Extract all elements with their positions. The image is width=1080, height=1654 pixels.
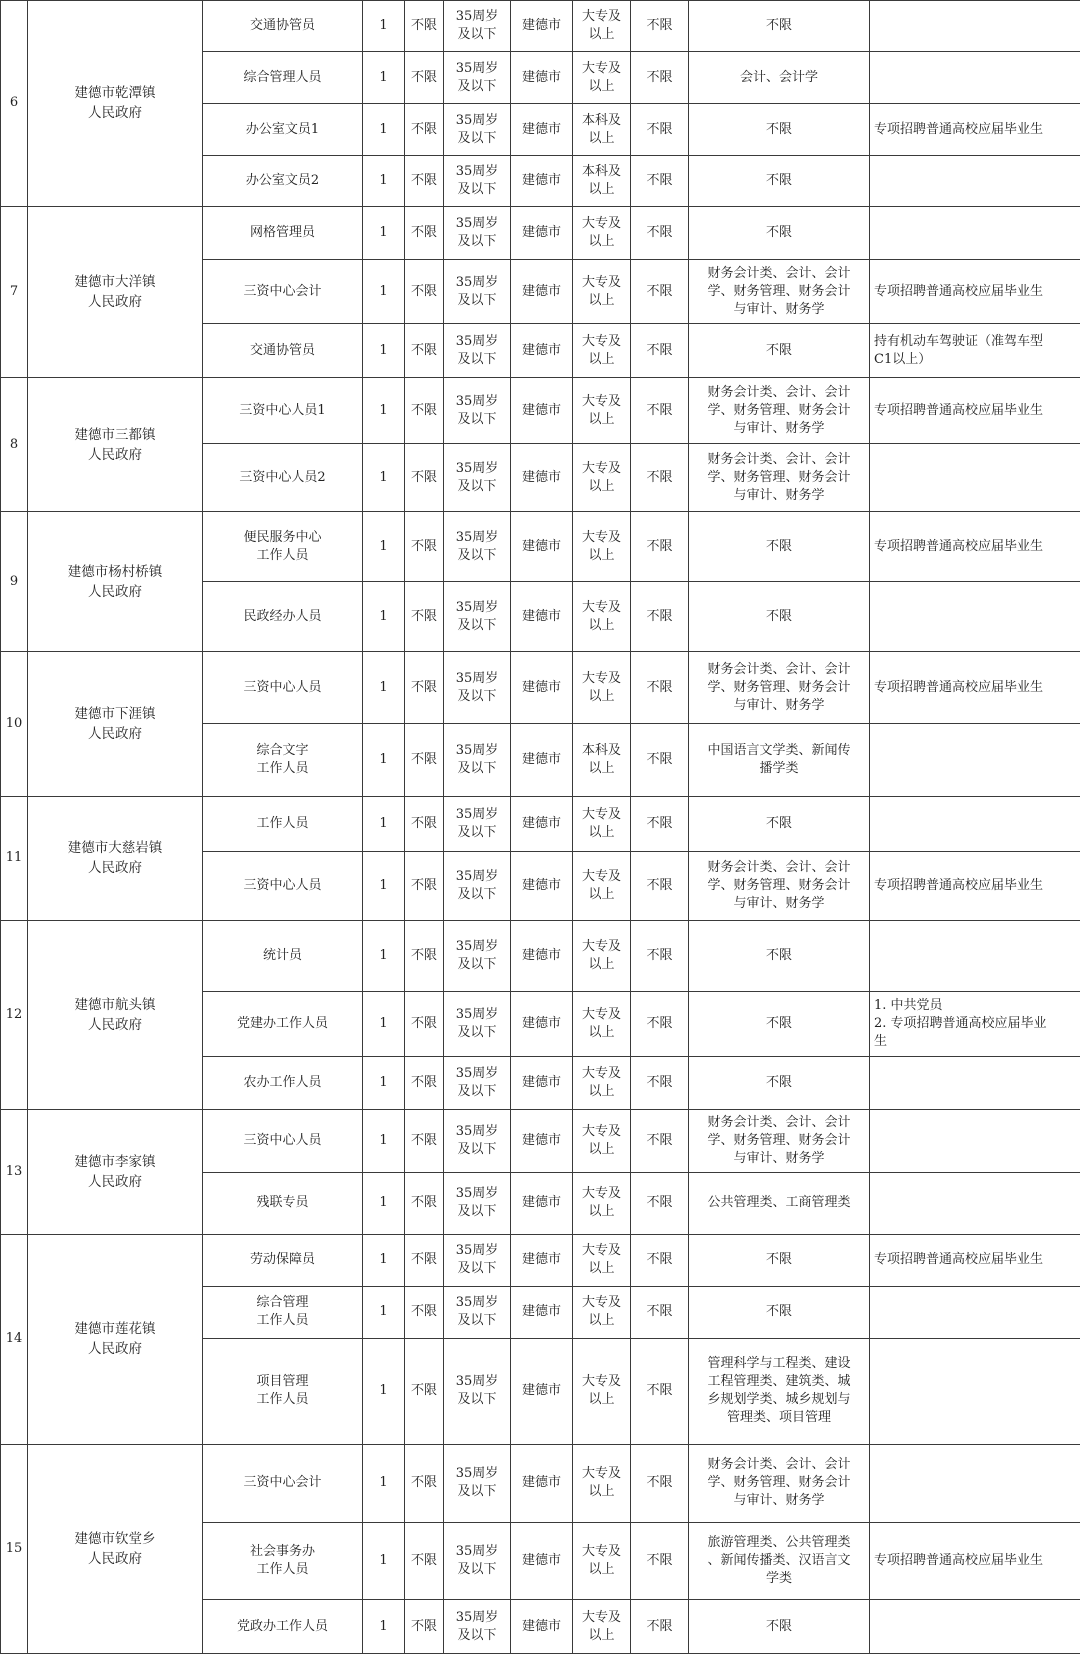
position-cell: 三资中心会计: [203, 1444, 363, 1522]
degree-cell: 不限: [631, 652, 689, 724]
headcount-cell: 1: [363, 1339, 405, 1445]
degree-cell: 不限: [631, 378, 689, 444]
gender-cell: 不限: [405, 260, 444, 324]
headcount-cell: 1: [363, 378, 405, 444]
major-cell: 不限: [689, 1234, 870, 1286]
headcount-cell: 1: [363, 324, 405, 378]
degree-cell: 不限: [631, 1339, 689, 1445]
age-cell: 35周岁 及以下: [444, 652, 511, 724]
education-cell: 大专及 以上: [573, 444, 631, 512]
gender-cell: 不限: [405, 206, 444, 259]
household-cell: 建德市: [511, 1444, 573, 1522]
headcount-cell: 1: [363, 582, 405, 652]
education-cell: 大专及 以上: [573, 52, 631, 104]
gender-cell: 不限: [405, 1286, 444, 1338]
note-cell: 专项招聘普通高校应届毕业生: [870, 652, 1080, 724]
headcount-cell: 1: [363, 992, 405, 1057]
major-cell: 不限: [689, 104, 870, 155]
household-cell: 建德市: [511, 1286, 573, 1338]
headcount-cell: 1: [363, 724, 405, 796]
major-cell: 中国语言文学类、新闻传 播学类: [689, 724, 870, 796]
headcount-cell: 1: [363, 1523, 405, 1600]
age-cell: 35周岁 及以下: [444, 796, 511, 851]
headcount-cell: 1: [363, 1234, 405, 1286]
degree-cell: 不限: [631, 851, 689, 920]
headcount-cell: 1: [363, 1172, 405, 1234]
table-body: [1, 1, 1080, 1654]
major-cell: 不限: [689, 206, 870, 259]
age-cell: 35周岁 及以下: [444, 1286, 511, 1338]
note-cell: 专项招聘普通高校应届毕业生: [870, 260, 1080, 324]
gender-cell: 不限: [405, 851, 444, 920]
degree-cell: 不限: [631, 1600, 689, 1654]
note-cell: 专项招聘普通高校应届毕业生: [870, 1234, 1080, 1286]
age-cell: 35周岁 及以下: [444, 155, 511, 206]
major-cell: 财务会计类、会计、会计 学、财务管理、财务会计 与审计、财务学: [689, 1444, 870, 1522]
household-cell: 建德市: [511, 1523, 573, 1600]
degree-cell: 不限: [631, 1523, 689, 1600]
serial-number-cell: 6: [1, 1, 28, 207]
position-cell: 社会事务办 工作人员: [203, 1523, 363, 1600]
gender-cell: 不限: [405, 992, 444, 1057]
major-cell: 不限: [689, 512, 870, 582]
gender-cell: 不限: [405, 1339, 444, 1445]
headcount-cell: 1: [363, 260, 405, 324]
education-cell: 大专及 以上: [573, 1234, 631, 1286]
age-cell: 35周岁 及以下: [444, 1234, 511, 1286]
table-row: [1, 1110, 1080, 1173]
table-row: [1, 1234, 1080, 1286]
note-cell: [870, 1056, 1080, 1109]
employer-cell: 建德市大慈岩镇 人民政府: [28, 796, 203, 920]
age-cell: 35周岁 及以下: [444, 512, 511, 582]
position-cell: 三资中心会计: [203, 260, 363, 324]
table-row: [1, 206, 1080, 259]
gender-cell: 不限: [405, 1056, 444, 1109]
education-cell: 大专及 以上: [573, 796, 631, 851]
employer-cell: 建德市李家镇 人民政府: [28, 1110, 203, 1234]
education-cell: 本科及 以上: [573, 104, 631, 155]
major-cell: 公共管理类、工商管理类: [689, 1172, 870, 1234]
serial-number-cell: 13: [1, 1110, 28, 1234]
position-cell: 农办工作人员: [203, 1056, 363, 1109]
major-cell: 不限: [689, 920, 870, 991]
serial-number-cell: 8: [1, 378, 28, 512]
age-cell: 35周岁 及以下: [444, 1056, 511, 1109]
age-cell: 35周岁 及以下: [444, 260, 511, 324]
position-cell: 办公室文员1: [203, 104, 363, 155]
employer-cell: 建德市下涯镇 人民政府: [28, 652, 203, 796]
headcount-cell: 1: [363, 512, 405, 582]
gender-cell: 不限: [405, 1110, 444, 1173]
note-cell: [870, 206, 1080, 259]
employer-cell: 建德市航头镇 人民政府: [28, 920, 203, 1109]
education-cell: 大专及 以上: [573, 1600, 631, 1654]
table-row: [1, 796, 1080, 851]
headcount-cell: 1: [363, 1286, 405, 1338]
gender-cell: 不限: [405, 52, 444, 104]
major-cell: 财务会计类、会计、会计 学、财务管理、财务会计 与审计、财务学: [689, 1110, 870, 1173]
major-cell: 不限: [689, 582, 870, 652]
education-cell: 大专及 以上: [573, 1056, 631, 1109]
note-cell: 1. 中共党员 2. 专项招聘普通高校应届毕业 生: [870, 992, 1080, 1057]
position-cell: 三资中心人员1: [203, 378, 363, 444]
position-cell: 劳动保障员: [203, 1234, 363, 1286]
headcount-cell: 1: [363, 1056, 405, 1109]
major-cell: 不限: [689, 155, 870, 206]
major-cell: 不限: [689, 796, 870, 851]
note-cell: [870, 724, 1080, 796]
education-cell: 大专及 以上: [573, 1523, 631, 1600]
note-cell: [870, 155, 1080, 206]
household-cell: 建德市: [511, 1, 573, 52]
note-cell: [870, 920, 1080, 991]
age-cell: 35周岁 及以下: [444, 1, 511, 52]
education-cell: 大专及 以上: [573, 851, 631, 920]
note-cell: [870, 444, 1080, 512]
degree-cell: 不限: [631, 920, 689, 991]
age-cell: 35周岁 及以下: [444, 724, 511, 796]
employer-cell: 建德市莲花镇 人民政府: [28, 1234, 203, 1444]
note-cell: [870, 1110, 1080, 1173]
position-cell: 综合文字 工作人员: [203, 724, 363, 796]
age-cell: 35周岁 及以下: [444, 992, 511, 1057]
age-cell: 35周岁 及以下: [444, 1600, 511, 1654]
gender-cell: 不限: [405, 378, 444, 444]
note-cell: 专项招聘普通高校应届毕业生: [870, 1523, 1080, 1600]
education-cell: 大专及 以上: [573, 324, 631, 378]
note-cell: 专项招聘普通高校应届毕业生: [870, 104, 1080, 155]
household-cell: 建德市: [511, 104, 573, 155]
gender-cell: 不限: [405, 1444, 444, 1522]
education-cell: 大专及 以上: [573, 1286, 631, 1338]
note-cell: [870, 1, 1080, 52]
degree-cell: 不限: [631, 1, 689, 52]
table-row: [1, 920, 1080, 991]
major-cell: 不限: [689, 1056, 870, 1109]
degree-cell: 不限: [631, 796, 689, 851]
gender-cell: 不限: [405, 444, 444, 512]
major-cell: 会计、会计学: [689, 52, 870, 104]
position-cell: 三资中心人员: [203, 851, 363, 920]
headcount-cell: 1: [363, 1, 405, 52]
degree-cell: 不限: [631, 260, 689, 324]
major-cell: 不限: [689, 1, 870, 52]
position-cell: 三资中心人员: [203, 1110, 363, 1173]
household-cell: 建德市: [511, 1600, 573, 1654]
age-cell: 35周岁 及以下: [444, 206, 511, 259]
degree-cell: 不限: [631, 1444, 689, 1522]
gender-cell: 不限: [405, 796, 444, 851]
serial-number-cell: 12: [1, 920, 28, 1109]
age-cell: 35周岁 及以下: [444, 851, 511, 920]
headcount-cell: 1: [363, 52, 405, 104]
position-cell: 项目管理 工作人员: [203, 1339, 363, 1445]
household-cell: 建德市: [511, 582, 573, 652]
degree-cell: 不限: [631, 1172, 689, 1234]
education-cell: 大专及 以上: [573, 992, 631, 1057]
headcount-cell: 1: [363, 1444, 405, 1522]
major-cell: 不限: [689, 992, 870, 1057]
household-cell: 建德市: [511, 1339, 573, 1445]
serial-number-cell: 7: [1, 206, 28, 377]
gender-cell: 不限: [405, 1600, 444, 1654]
age-cell: 35周岁 及以下: [444, 1523, 511, 1600]
position-cell: 交通协管员: [203, 1, 363, 52]
education-cell: 本科及 以上: [573, 155, 631, 206]
degree-cell: 不限: [631, 1110, 689, 1173]
position-cell: 工作人员: [203, 796, 363, 851]
household-cell: 建德市: [511, 324, 573, 378]
education-cell: 大专及 以上: [573, 582, 631, 652]
age-cell: 35周岁 及以下: [444, 104, 511, 155]
major-cell: 管理科学与工程类、建设 工程管理类、建筑类、城 乡规划学类、城乡规划与 管理类、项目管理: [689, 1339, 870, 1445]
degree-cell: 不限: [631, 1056, 689, 1109]
age-cell: 35周岁 及以下: [444, 920, 511, 991]
headcount-cell: 1: [363, 155, 405, 206]
note-cell: 专项招聘普通高校应届毕业生: [870, 512, 1080, 582]
household-cell: 建德市: [511, 652, 573, 724]
gender-cell: 不限: [405, 1523, 444, 1600]
degree-cell: 不限: [631, 1286, 689, 1338]
household-cell: 建德市: [511, 724, 573, 796]
serial-number-cell: 15: [1, 1444, 28, 1653]
position-cell: 网格管理员: [203, 206, 363, 259]
age-cell: 35周岁 及以下: [444, 1110, 511, 1173]
employer-cell: 建德市钦堂乡 人民政府: [28, 1444, 203, 1653]
position-cell: 残联专员: [203, 1172, 363, 1234]
household-cell: 建德市: [511, 1234, 573, 1286]
household-cell: 建德市: [511, 1172, 573, 1234]
education-cell: 大专及 以上: [573, 1444, 631, 1522]
gender-cell: 不限: [405, 512, 444, 582]
gender-cell: 不限: [405, 920, 444, 991]
household-cell: 建德市: [511, 52, 573, 104]
major-cell: 财务会计类、会计、会计 学、财务管理、财务会计 与审计、财务学: [689, 444, 870, 512]
note-cell: [870, 1444, 1080, 1522]
gender-cell: 不限: [405, 104, 444, 155]
note-cell: [870, 582, 1080, 652]
employer-cell: 建德市大洋镇 人民政府: [28, 206, 203, 377]
note-cell: [870, 1339, 1080, 1445]
employer-cell: 建德市三都镇 人民政府: [28, 378, 203, 512]
household-cell: 建德市: [511, 851, 573, 920]
age-cell: 35周岁 及以下: [444, 324, 511, 378]
household-cell: 建德市: [511, 796, 573, 851]
age-cell: 35周岁 及以下: [444, 1339, 511, 1445]
employer-cell: 建德市杨村桥镇 人民政府: [28, 512, 203, 652]
education-cell: 大专及 以上: [573, 206, 631, 259]
table-row: [1, 652, 1080, 724]
major-cell: 财务会计类、会计、会计 学、财务管理、财务会计 与审计、财务学: [689, 652, 870, 724]
household-cell: 建德市: [511, 206, 573, 259]
headcount-cell: 1: [363, 444, 405, 512]
household-cell: 建德市: [511, 992, 573, 1057]
note-cell: 专项招聘普通高校应届毕业生: [870, 378, 1080, 444]
degree-cell: 不限: [631, 324, 689, 378]
major-cell: 不限: [689, 1600, 870, 1654]
degree-cell: 不限: [631, 724, 689, 796]
headcount-cell: 1: [363, 1110, 405, 1173]
serial-number-cell: 10: [1, 652, 28, 796]
position-cell: 便民服务中心 工作人员: [203, 512, 363, 582]
table-row: [1, 378, 1080, 444]
note-cell: 专项招聘普通高校应届毕业生: [870, 851, 1080, 920]
education-cell: 大专及 以上: [573, 652, 631, 724]
headcount-cell: 1: [363, 206, 405, 259]
serial-number-cell: 9: [1, 512, 28, 652]
major-cell: 不限: [689, 324, 870, 378]
degree-cell: 不限: [631, 155, 689, 206]
education-cell: 本科及 以上: [573, 724, 631, 796]
position-cell: 办公室文员2: [203, 155, 363, 206]
gender-cell: 不限: [405, 652, 444, 724]
headcount-cell: 1: [363, 796, 405, 851]
education-cell: 大专及 以上: [573, 920, 631, 991]
age-cell: 35周岁 及以下: [444, 582, 511, 652]
gender-cell: 不限: [405, 1234, 444, 1286]
major-cell: 旅游管理类、公共管理类 、新闻传播类、汉语言文 学类: [689, 1523, 870, 1600]
degree-cell: 不限: [631, 992, 689, 1057]
household-cell: 建德市: [511, 444, 573, 512]
household-cell: 建德市: [511, 1110, 573, 1173]
education-cell: 大专及 以上: [573, 1, 631, 52]
position-cell: 民政经办人员: [203, 582, 363, 652]
household-cell: 建德市: [511, 1056, 573, 1109]
employer-cell: 建德市乾潭镇 人民政府: [28, 1, 203, 207]
position-cell: 党政办工作人员: [203, 1600, 363, 1654]
table-row: [1, 1444, 1080, 1522]
headcount-cell: 1: [363, 920, 405, 991]
gender-cell: 不限: [405, 1, 444, 52]
education-cell: 大专及 以上: [573, 1339, 631, 1445]
headcount-cell: 1: [363, 652, 405, 724]
note-cell: [870, 796, 1080, 851]
education-cell: 大专及 以上: [573, 1110, 631, 1173]
education-cell: 大专及 以上: [573, 1172, 631, 1234]
table-row: [1, 512, 1080, 582]
note-cell: [870, 1172, 1080, 1234]
note-cell: 持有机动车驾驶证（准驾车型 C1以上）: [870, 324, 1080, 378]
household-cell: 建德市: [511, 155, 573, 206]
education-cell: 大专及 以上: [573, 378, 631, 444]
headcount-cell: 1: [363, 851, 405, 920]
degree-cell: 不限: [631, 104, 689, 155]
gender-cell: 不限: [405, 1172, 444, 1234]
degree-cell: 不限: [631, 444, 689, 512]
household-cell: 建德市: [511, 378, 573, 444]
major-cell: 财务会计类、会计、会计 学、财务管理、财务会计 与审计、财务学: [689, 851, 870, 920]
note-cell: [870, 1600, 1080, 1654]
degree-cell: 不限: [631, 1234, 689, 1286]
household-cell: 建德市: [511, 512, 573, 582]
position-cell: 三资中心人员2: [203, 444, 363, 512]
age-cell: 35周岁 及以下: [444, 378, 511, 444]
headcount-cell: 1: [363, 1600, 405, 1654]
table-row: [1, 1, 1080, 52]
gender-cell: 不限: [405, 324, 444, 378]
note-cell: [870, 52, 1080, 104]
gender-cell: 不限: [405, 155, 444, 206]
gender-cell: 不限: [405, 582, 444, 652]
position-cell: 党建办工作人员: [203, 992, 363, 1057]
household-cell: 建德市: [511, 260, 573, 324]
age-cell: 35周岁 及以下: [444, 444, 511, 512]
position-cell: 三资中心人员: [203, 652, 363, 724]
gender-cell: 不限: [405, 724, 444, 796]
degree-cell: 不限: [631, 512, 689, 582]
education-cell: 大专及 以上: [573, 260, 631, 324]
age-cell: 35周岁 及以下: [444, 1444, 511, 1522]
major-cell: 财务会计类、会计、会计 学、财务管理、财务会计 与审计、财务学: [689, 260, 870, 324]
position-cell: 交通协管员: [203, 324, 363, 378]
degree-cell: 不限: [631, 52, 689, 104]
position-cell: 综合管理 工作人员: [203, 1286, 363, 1338]
age-cell: 35周岁 及以下: [444, 52, 511, 104]
major-cell: 财务会计类、会计、会计 学、财务管理、财务会计 与审计、财务学: [689, 378, 870, 444]
education-cell: 大专及 以上: [573, 512, 631, 582]
degree-cell: 不限: [631, 582, 689, 652]
age-cell: 35周岁 及以下: [444, 1172, 511, 1234]
household-cell: 建德市: [511, 920, 573, 991]
headcount-cell: 1: [363, 104, 405, 155]
major-cell: 不限: [689, 1286, 870, 1338]
serial-number-cell: 11: [1, 796, 28, 920]
serial-number-cell: 14: [1, 1234, 28, 1444]
position-cell: 统计员: [203, 920, 363, 991]
degree-cell: 不限: [631, 206, 689, 259]
note-cell: [870, 1286, 1080, 1338]
position-cell: 综合管理人员: [203, 52, 363, 104]
